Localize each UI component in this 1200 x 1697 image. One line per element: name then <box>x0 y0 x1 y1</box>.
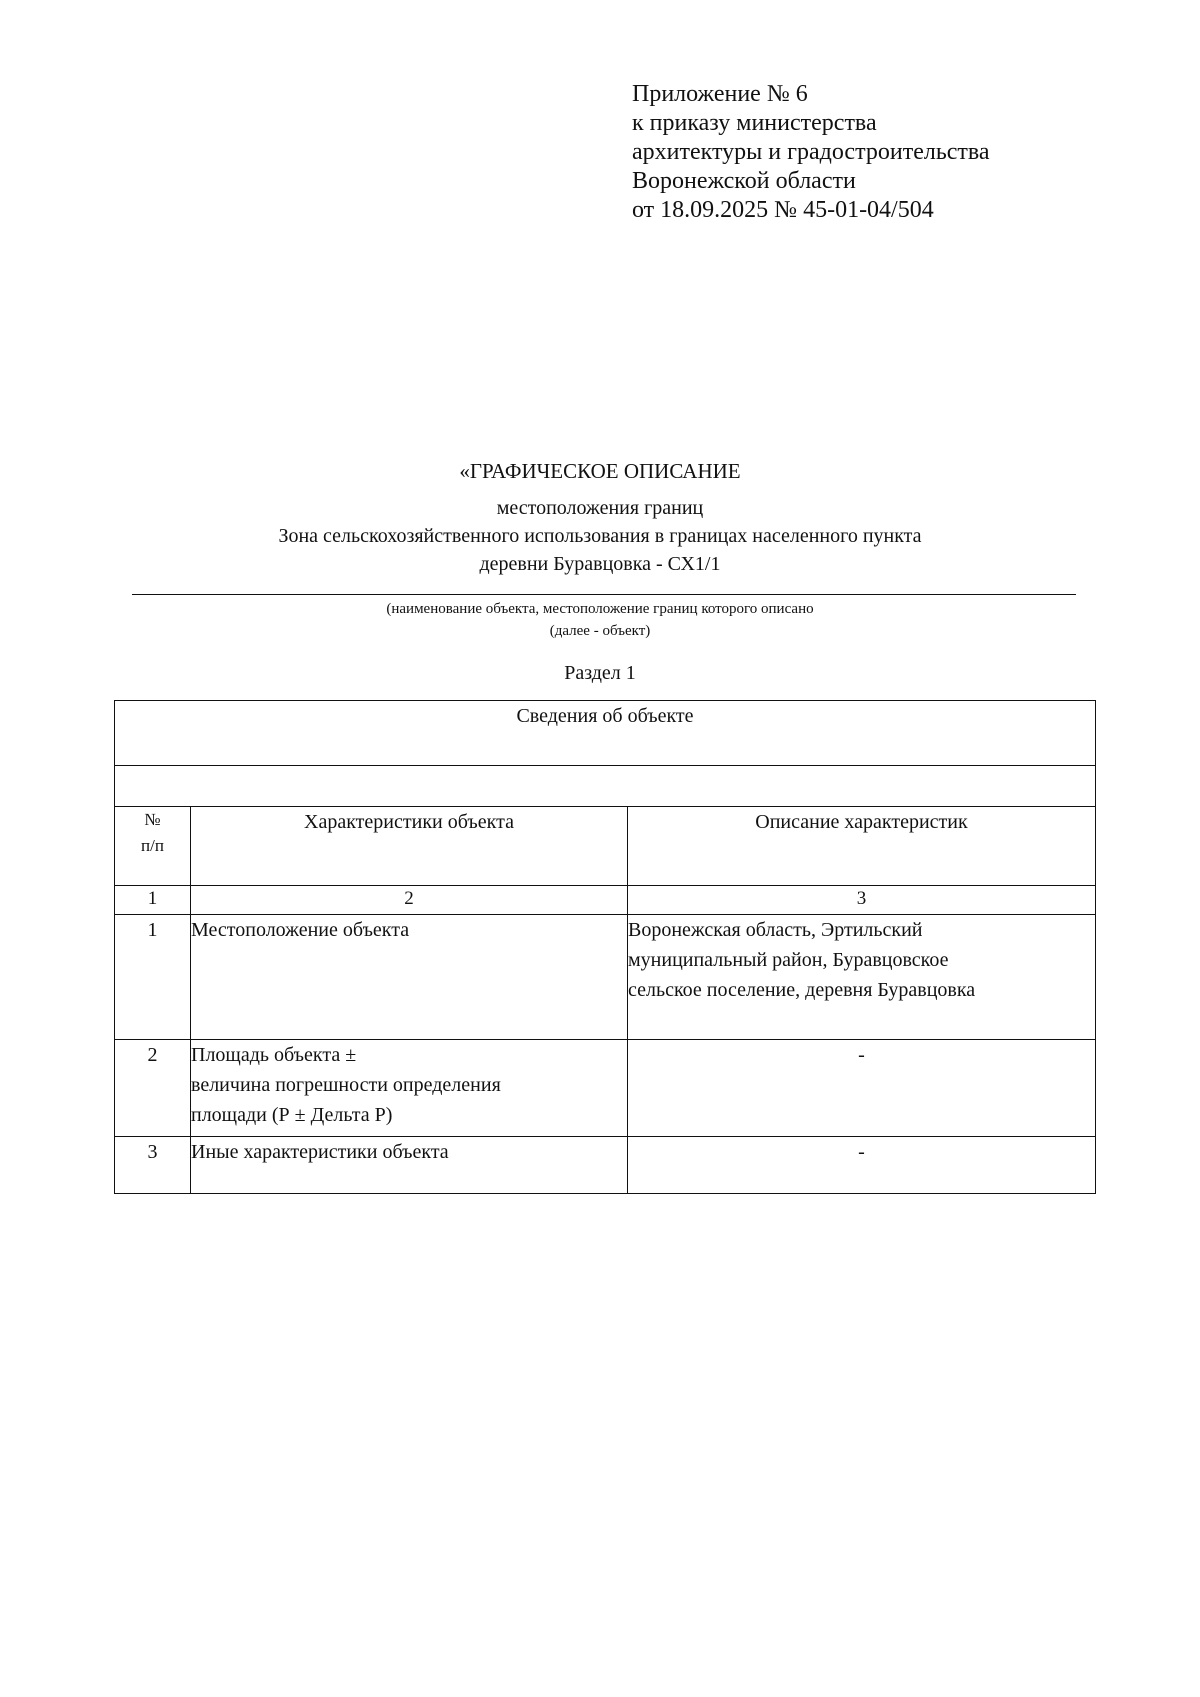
header-description: Описание характеристик <box>628 807 1096 886</box>
table-header-row <box>115 807 1096 886</box>
header-number-line-1: № <box>144 810 161 829</box>
characteristic-line: площади (Р ± Дельта Р) <box>191 1104 393 1126</box>
row-description: - <box>628 1040 1096 1137</box>
header-number <box>115 807 191 886</box>
table-caption-row <box>115 701 1096 766</box>
table-index-row <box>115 886 1096 915</box>
table-row <box>115 915 1096 1040</box>
title-block <box>120 458 1080 578</box>
header-number-line-2: п/п <box>141 836 164 855</box>
index-cell-1: 1 <box>115 886 191 915</box>
characteristic-line: Площадь объекта ± <box>191 1044 357 1066</box>
note-line-1: (наименование объекта, местоположение границ которого описано <box>386 601 814 617</box>
row-description <box>628 915 1096 1040</box>
description-line: сельское поселение, деревня Буравцовка <box>628 979 976 1001</box>
object-info-table <box>114 700 1096 1194</box>
note-line-2: (далее - объект) <box>549 623 651 639</box>
row-number: 3 <box>115 1137 191 1194</box>
appendix-line-ministry: архитектуры и градостроительства <box>632 139 990 165</box>
appendix-line-date: от 18.09.2025 № 45-01-04/504 <box>632 197 934 223</box>
section-label: Раздел 1 <box>564 662 636 684</box>
object-name-line-1: Зона сельскохозяйственного использования в границах населенного пункта <box>278 525 922 547</box>
row-characteristic <box>191 1137 628 1194</box>
index-cell-2: 2 <box>191 886 628 915</box>
row-characteristic <box>191 915 628 1040</box>
row-number: 2 <box>115 1040 191 1137</box>
object-name-line-2: деревни Буравцовка - СХ1/1 <box>479 553 721 575</box>
table-row <box>115 1040 1096 1137</box>
table-blank-row <box>115 766 1096 807</box>
row-characteristic <box>191 1040 628 1137</box>
header-characteristics: Характеристики объекта <box>191 807 628 886</box>
appendix-line-number: Приложение № 6 <box>632 81 808 107</box>
table-row <box>115 1137 1096 1194</box>
characteristic-line: Иные характеристики объекта <box>191 1141 449 1163</box>
appendix-header <box>632 80 990 225</box>
appendix-line-region: Воронежской области <box>632 168 856 194</box>
document-subtitle: местоположения границ <box>496 497 704 519</box>
index-cell-3: 3 <box>628 886 1096 915</box>
characteristic-line: величина погрешности определения <box>191 1074 501 1096</box>
appendix-line-order: к приказу министерства <box>632 110 877 136</box>
row-number: 1 <box>115 915 191 1040</box>
description-line: муниципальный район, Буравцовское <box>628 949 949 971</box>
object-name-note <box>120 598 1080 642</box>
description-line: Воронежская область, Эртильский <box>628 919 923 941</box>
document-title: «ГРАФИЧЕСКОЕ ОПИСАНИЕ <box>459 459 741 483</box>
blank-cell <box>115 766 1096 807</box>
underline-divider <box>132 594 1076 595</box>
characteristic-line: Местоположение объекта <box>191 919 410 941</box>
table-caption: Сведения об объекте <box>115 701 1096 766</box>
row-description: - <box>628 1137 1096 1194</box>
